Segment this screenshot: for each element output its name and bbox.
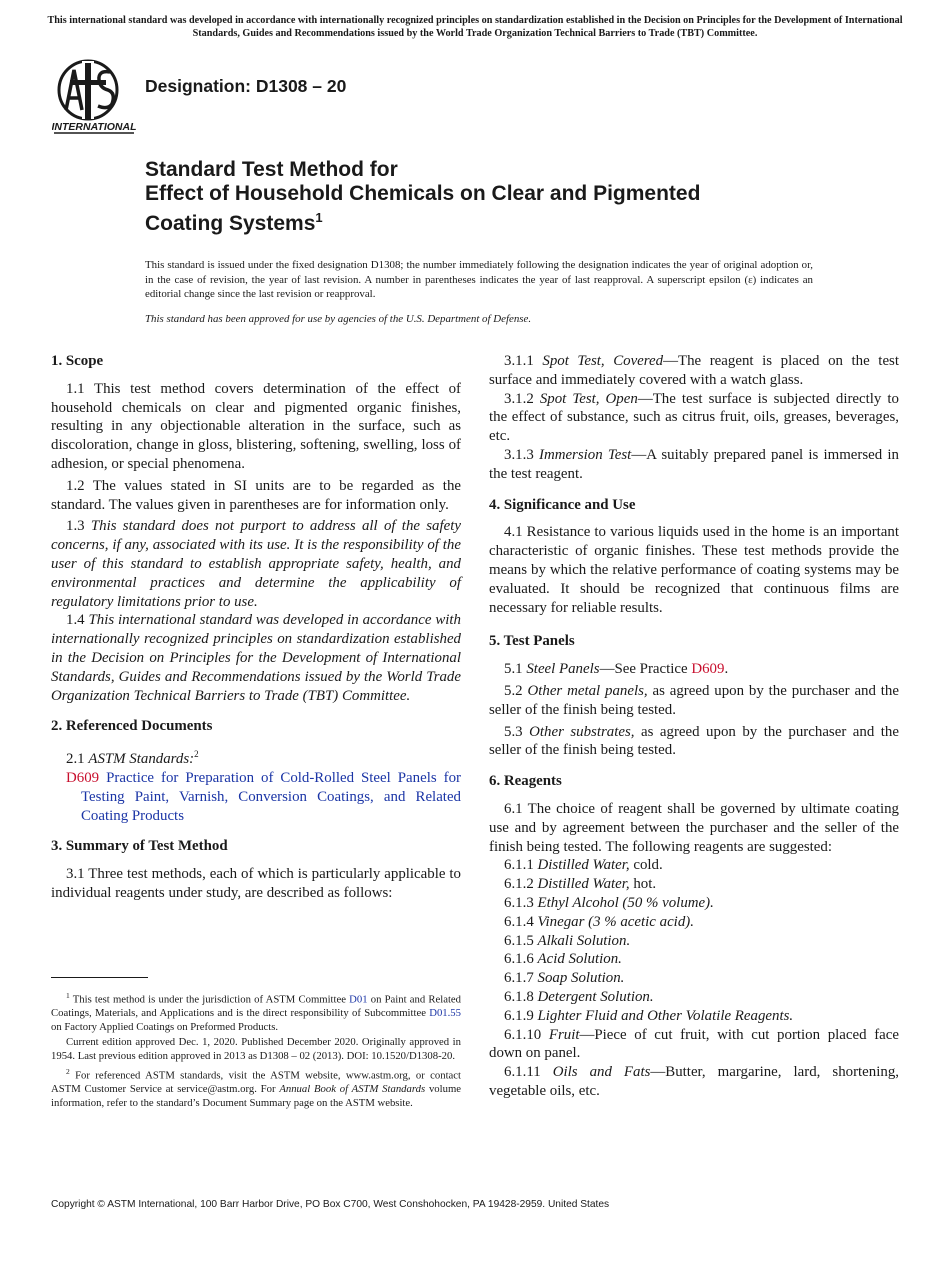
paragraph-3-1-3: 3.1.3 Immersion Test—A suitably prepared panel is immersed in the test reagent.: [489, 446, 899, 482]
section-heading-test-panels: 5. Test Panels: [489, 633, 575, 650]
paragraph-3-1-2: 3.1.2 Spot Test, Open—The test surface is subjected directly to the effect of substance, such as citrus fruit, oils, greases, beverages, etc.: [489, 390, 899, 445]
section-heading-summary: 3. Summary of Test Method: [51, 838, 228, 855]
document-title: [145, 158, 865, 236]
paragraph-5-3: 5.3 Other substrates, as agreed upon by the purchaser and the seller of the finish being tested.: [489, 723, 899, 759]
paragraph-1-2: 1.2 The values stated in SI units are to be regarded as the standard. The values given in parentheses are for information only.: [51, 477, 461, 513]
reference-title-link[interactable]: Practice for Preparation of Cold-Rolled Steel Panels for Testing Paint, Varnish, Conversion Coatings, and Related Coating Products: [81, 769, 461, 824]
paragraph-5-2: 5.2 Other metal panels, as agreed upon by the purchaser and the seller of the finish being tested.: [489, 682, 899, 718]
reagent-item: 6.1.9 Lighter Fluid and Other Volatile Reagents.: [504, 1007, 794, 1024]
footnote-1-edition: Current edition approved Dec. 1, 2020. Published December 2020. Originally approved in 1954. Last previous edition approved in 2013 as D1308 – 02 (2013). DOI: 10.1520/D1308-20.: [51, 1035, 461, 1062]
reagent-item: 6.1.4 Vinegar (3 % acetic acid).: [504, 913, 694, 930]
footnotes: [51, 989, 461, 1112]
paragraph-1-4: 1.4 This international standard was developed in accordance with internationally recognized principles on standardization established in the Decision on Principles for the Development of International Standards, Guides and Recommendations issued by the World Trade Organization Technical Barriers to Trade (TBT) Committee.: [51, 612, 461, 704]
paragraph-5-1: 5.1 Steel Panels—See Practice D609.: [504, 661, 729, 678]
reagent-item: 6.1.3 Ethyl Alcohol (50 % volume).: [504, 894, 714, 911]
practice-link-d609[interactable]: D609: [691, 661, 725, 678]
footnote-1: $^1$ This test method is under the jurisdiction of ASTM Committee D01 on Paint and Related Coatings, Materials, and Applications and is the direct responsibility of Subcommittee D01.55 on Factory Applied Coatings on Preformed Products.: [51, 991, 462, 1034]
reagent-item: 6.1.6 Acid Solution.: [504, 951, 622, 968]
reagent-item: 6.1.11 Oils and Fats—Butter, margarine, lard, shortening, vegetable oils, etc.: [489, 1064, 899, 1099]
reagent-item: 6.1.5 Alkali Solution.: [504, 932, 631, 949]
logo-wordmark: INTERNATIONAL: [52, 121, 136, 133]
paragraph-6-1: 6.1 The choice of reagent shall be governed by ultimate coating use and by agreement between the purchaser and the seller of the finish being tested. The following reagents are suggested:: [489, 800, 899, 855]
designation: Designation: D1308 – 20: [145, 76, 347, 96]
footnote-2: $^2$ For referenced ASTM standards, visit the ASTM website, www.astm.org, or contact ASTM Customer Service at service@astm.org. For Annual Book of ASTM Standards volume information, refer to the standard’s Document Summary page on the ASTM website.: [51, 1066, 462, 1109]
issue-note: This standard is issued under the fixed designation D1308; the number immediately following the designation indicates the year of original adoption or, in the case of revision, the year of last revision. A number in parentheses indicates the year of last reapproval. A superscript epsilon (ε) indicates an editorial change since the last revision or reapproval.: [145, 259, 813, 300]
copyright-notice: Copyright © ASTM International, 100 Barr Harbor Drive, PO Box C700, West Conshohocken, PA 19428-2959. United States: [51, 1199, 610, 1210]
committee-link-d01[interactable]: D01: [349, 993, 368, 1006]
astm-logo-icon: [52, 58, 136, 136]
paragraph-4-1: 4.1 Resistance to various liquids used in the home is an important characteristic of organic finishes. These test methods provide the means by which the relative performance of coating systems may be evaluated. It should be recognized that continuous films are necessary for reliable results.: [489, 524, 899, 616]
paragraph-3-1: 3.1 Three test methods, each of which is particularly applicable to individual reagents under study, are described as follows:: [51, 866, 461, 901]
paragraph-3-1-1: 3.1.1 Spot Test, Covered—The reagent is placed on the test surface and immediately covered with a watch glass.: [489, 353, 899, 388]
title-footnote-mark: 1: [315, 210, 323, 225]
reagent-item: 6.1.10 Fruit—Piece of cut fruit, with cut portion placed face down on panel.: [489, 1026, 899, 1062]
reagent-item: 6.1.8 Detergent Solution.: [504, 988, 654, 1005]
title-line-1: Standard Test Method for: [145, 158, 398, 181]
subcommittee-link-d01-55[interactable]: D01.55: [429, 1007, 461, 1020]
section-heading-reagents: 6. Reagents: [489, 773, 562, 790]
section-heading-significance: 4. Significance and Use: [489, 496, 636, 513]
reference-entry-d609: [51, 769, 461, 825]
paragraph-1-3: 1.3 This standard does not purport to address all of the safety concerns, if any, associated with its use. It is the responsibility of the user of this standard to establish appropriate safety, health, and environmental practices and determine the applicability of regulatory limitations prior to use.: [51, 518, 461, 610]
reference-link-d609[interactable]: D609: [66, 769, 100, 786]
paragraph-1-1: 1.1 This test method covers determination of the effect of household chemicals on clear and pigmented organic finishes, resulting in any objectionable alteration in the surface, such as discoloration, change in gloss, blistering, softening, swelling, loss of adhesion, or special phenomena.: [51, 380, 461, 472]
right-column: [489, 352, 899, 1101]
top-notice: This international standard was developed in accordance with internationally recognized principles on standardization established in the Decision on Principles for the Development of International Standards, Guides and Recommendations issued by the World Trade Organization Technical Barriers to Trade (TBT) Committee.: [47, 15, 903, 39]
reagent-list: [489, 856, 899, 1100]
left-column: [51, 352, 461, 903]
section-heading-referenced-documents: 2. Referenced Documents: [51, 718, 213, 735]
reagent-item: 6.1.7 Soap Solution.: [504, 970, 625, 987]
title-line-3: Coating Systems$^1$: [145, 210, 323, 235]
title-line-2: Effect of Household Chemicals on Clear and Pigmented: [145, 182, 701, 205]
reagent-item: 6.1.2 Distilled Water, hot.: [504, 876, 657, 893]
dod-approval-note: This standard has been approved for use by agencies of the U.S. Department of Defense.: [145, 313, 532, 325]
reagent-item: 6.1.1 Distilled Water, cold.: [504, 857, 663, 874]
footnote-divider: [51, 977, 148, 978]
section-heading-scope: 1. Scope: [51, 353, 104, 369]
paragraph-2-1: 2.1 ASTM Standards:$^2$: [66, 749, 199, 768]
